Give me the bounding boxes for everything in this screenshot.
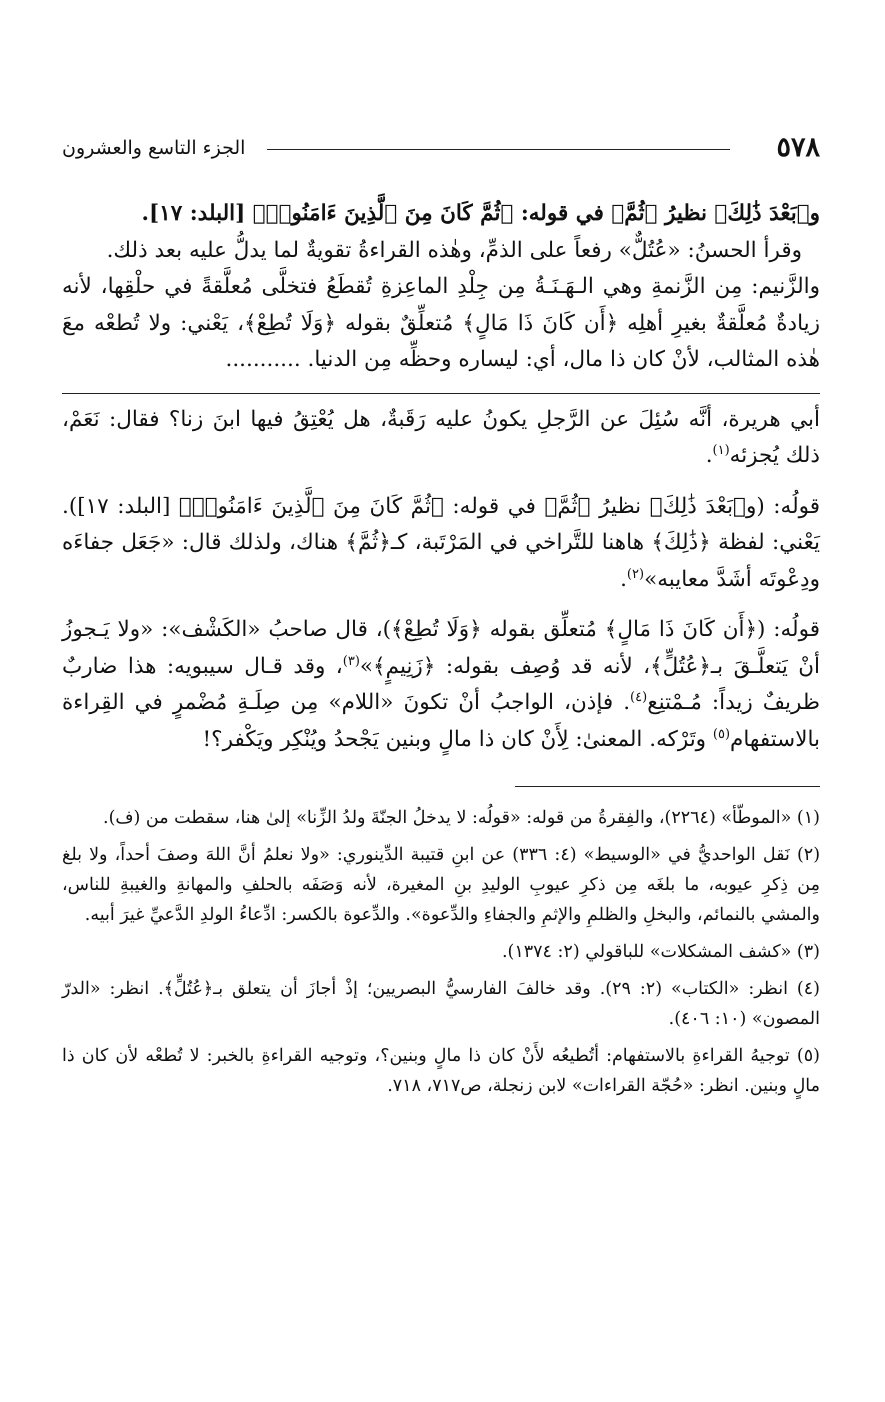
footnote: (٣) «كشف المشكلات» للباقولي (٢: ١٣٧٤). bbox=[501, 942, 820, 962]
commentary-paragraph: قولُه: (و﴿بَعْدَ ذَٰلِكَ﴾ نظيرُ ﴿ثُمَّ﴾ في قوله: ﴿ثُمَّ كَانَ مِنَ ٱلَّذِينَ ءَامَنُوا۟﴾ [البلد: ١٧]). يَعْني: لفظة ﴿ذَٰلِكَ﴾ هاهنا للتَّراخي في المَرْتَبة، كـ﴿ثُمَّ﴾ هناك، ولذلك قال: «جَعَل جفاءَه ودِعْوتَه أشَدَّ معايبه»$^{(٢)}$. bbox=[62, 493, 820, 592]
page-header bbox=[62, 130, 820, 170]
commentary-paragraph: أبي هريرة، أنَّه سُئِلَ عن الرَّجلِ يكونُ عليه رَقَبةٌ، هل يُعْتِقُ فيها ابنَ زنا؟ فقال: نَعَمْ، ذلك يُجزئه$^{(١)}$. bbox=[62, 406, 820, 468]
commentary-text: قولُه: (و﴿بَعْدَ ذَٰلِكَ﴾ نظيرُ ﴿ثُمَّ﴾ في قوله: ﴿ثُمَّ كَانَ مِنَ ٱلَّذِينَ ءَامَنُوا۟﴾ [البلد: ١٧]). يَعْني: لفظة ﴿ذَٰلِكَ﴾ هاهنا للتَّراخي في المَرْتَبة، كـ﴿ثُمَّ﴾ هناك، ولذلك قال: «جَعَل جفاءَه ودِعْوتَه أشَدَّ معايبه» bbox=[62, 493, 820, 592]
commentary-text: قولُه: (﴿أَن كَانَ ذَا مَالٍ﴾ مُتعلِّق بقوله ﴿وَلَا تُطِعْ﴾)، قال صاحبُ «الكَشْف»: «ولا يَـجوزُ أنْ يَتعلَّـقَ بـ﴿عُتُلٍّ﴾، لأنه قد وُصِف بقوله: ﴿زَنِيمٍ﴾» bbox=[62, 617, 821, 679]
commentary-text: وتَرْكه. المعنىٰ: لِأَنْ كان ذا مالٍ وبنين يَجْحدُ ويُنْكِر ويَكْفر؟! bbox=[202, 726, 713, 752]
main-paragraph-text: والزَّنيم: مِن الزَّنمةِ وهي الـهَـنَـةُ مِن جِلْدِ الماعِزةِ تُقطَعُ فتخلَّى مُعلَّقةً في حلْقِها، لأنه زيادةٌ مُعلَّقةٌ بغيرِ أهلِه ﴿أَن كَانَ ذَا مَالٍ﴾ مُتعلِّقٌ بقوله ﴿وَلَا تُطِعْ﴾، يَعْني: ولا تُطعْه معَ هٰذه المثالب، لأنْ كان ذا مال، أي: ليساره وحظِّه مِن الدنيا. bbox=[62, 274, 820, 372]
continuation-dots: ........... bbox=[225, 347, 301, 372]
footnote: (٢) نَقل الواحديُّ في «الوسيط» (٤: ٣٣٦) عن ابنِ قتيبة الدِّينوري: «ولا نعلمُ أنَّ اللهَ وصفَ أحداً، ولا بلغ مِن ذِكرِ عيوبه، ما بلغَه مِن ذكرِ عيوبِ الوليدِ بنِ المغيرة، لأنه وَصَفَه بالحلفِ والمهانةِ والغيبةِ للناس، والمشي بالنمائم، والبخلِ والظلمِ والإثمِ والجفاءِ والدِّعوة». والدِّعوة بالكسر: ادِّعاءُ الولدِ الدَّعيِّ غيرَ أبيه. bbox=[62, 845, 821, 925]
main-paragraph bbox=[62, 269, 820, 379]
section-divider bbox=[62, 393, 820, 394]
footnote-marker: (٣) bbox=[342, 653, 360, 669]
commentary bbox=[62, 402, 820, 759]
footnote-rule bbox=[515, 786, 820, 787]
footnote-marker: (٥) bbox=[712, 726, 731, 742]
footnote-marker: (٤) bbox=[630, 689, 648, 705]
commentary-text: ، وقد قـال سيبويه: هذا ضاربٌ ظريفٌ زيداً: مُـمْتنِع bbox=[62, 653, 820, 715]
main-paragraph: وقرأ الحسنُ: «عُتُلٌّ» رفعاً على الذمِّ، وهٰذه القراءةُ تقويةٌ لما يدلُّ عليه بعد ذلك. bbox=[106, 237, 802, 263]
main-paragraph: و﴿بَعْدَ ذَٰلِكَ﴾ نظيرُ ﴿ثُمَّ﴾ في قوله: ﴿ثُمَّ كَانَ مِنَ ٱلَّذِينَ ءَامَنُوا۟﴾ [البلد: ١٧]. bbox=[141, 201, 820, 226]
commentary-text: . فإذن، الواجبُ أنْ تكونَ «اللام» مِن صِلَـةِ مُضْمرٍ في القِراءة بالاستفهام bbox=[62, 690, 820, 752]
commentary-text: أبي هريرة، أنَّه سُئِلَ عن الرَّجلِ يكونُ عليه رَقَبةٌ، هل يُعْتِقُ فيها ابنَ زنا؟ فقال: نَعَمْ، ذلك يُجزئه bbox=[62, 406, 820, 468]
footnote: (٤) انظر: «الكتاب» (٢: ٢٩). وقد خالفَ الفارسيُّ البصريين؛ إذْ أجازَ أن يتعلق بـ﴿عُتُلٍّ﴾. انظر: «الدرّ المصون» (١٠: ٤٠٦). bbox=[62, 979, 820, 1029]
page-number: ٥٧٨ bbox=[776, 132, 820, 163]
footnote: (٥) توجيهُ القراءةِ بالاستفهام: أتُطيعُه لأَنْ كان ذا مالٍ وبنين؟، وتوجيه القراءةِ بالخبر: لا تُطعْه لأن كان ذا مالٍ وبنين. انظر: «حُجّة القراءات» لابن زنجلة، ص٧١٧، ٧١٨. bbox=[62, 1046, 820, 1096]
main-text bbox=[62, 196, 820, 379]
header-rule bbox=[267, 149, 730, 150]
footnotes bbox=[62, 803, 820, 1101]
footnote-marker: (٢) bbox=[626, 566, 645, 582]
part-title: الجزء التاسع والعشرون bbox=[62, 137, 246, 159]
commentary-paragraph bbox=[62, 612, 820, 758]
footnote-marker: (١) bbox=[712, 442, 730, 458]
footnote: (١) «الموطّأ» (٢٢٦٤)، والفِقرةُ من قوله: «قولُه: لا يدخلُ الجنّةَ ولدُ الزِّنا» إلىٰ هنا، سقطت من (ف). bbox=[103, 808, 820, 828]
book-page bbox=[62, 130, 820, 1108]
